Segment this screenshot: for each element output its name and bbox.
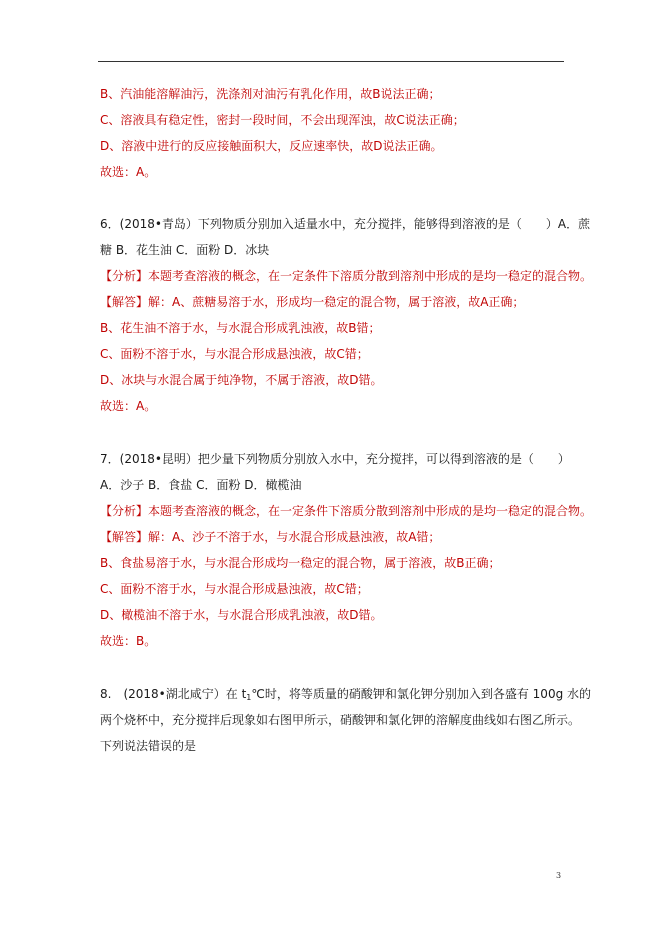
question-6-solution-d: D、冰块与水混合属于纯净物，不属于溶液，故D错。 xyxy=(100,373,383,387)
question-8-prompt: 下列说法错误的是 xyxy=(100,739,197,753)
header-rule xyxy=(98,61,564,62)
question-8-stem-line2: 两个烧杯中，充分搅拌后现象如右图甲所示，硝酸钾和氯化钾的溶解度曲线如右图乙所示。 xyxy=(100,713,581,727)
question-8-stem-suffix: ℃时，将等质量的硝酸钾和氯化钾分别加入到各盛有 100g 水的 xyxy=(251,687,592,701)
question-6-options: 糖 B．花生油 C．面粉 D．冰块 xyxy=(100,243,270,257)
question-7-stem: 7．(2018•昆明）把少量下列物质分别放入水中，充分搅拌，可以得到溶液的是（ ） xyxy=(100,452,570,466)
answer-line-b: B、汽油能溶解油污，洗涤剂对油污有乳化作用，故B说法正确； xyxy=(100,87,441,101)
choice-line: 故选：A。 xyxy=(100,165,157,179)
answer-line-c: C、溶液具有稳定性，密封一段时间，不会出现浑浊，故C说法正确； xyxy=(100,113,465,127)
question-6-solution-c: C、面粉不溶于水，与水混合形成悬浊液，故C错； xyxy=(100,347,369,361)
question-6-solution-b: B、花生油不溶于水，与水混合形成乳浊液，故B错； xyxy=(100,321,381,335)
question-7-analysis: 【分析】本题考查溶液的概念，在一定条件下溶质分散到溶剂中形成的是均一稳定的混合物。 xyxy=(100,504,593,518)
question-7-solution: 【解答】解：A、沙子不溶于水，与水混合形成悬浊液，故A错； xyxy=(100,530,441,544)
question-6-choice: 故选：A。 xyxy=(100,399,157,413)
answer-line-d: D、溶液中进行的反应接触面积大，反应速率快，故D说法正确。 xyxy=(100,139,443,153)
question-7-solution-b: B、食盐易溶于水，与水混合形成均一稳定的混合物，属于溶液，故B正确； xyxy=(100,556,501,570)
question-6-solution: 【解答】解：A、蔗糖易溶于水，形成均一稳定的混合物，属于溶液，故A正确； xyxy=(100,295,525,309)
question-7-solution-c: C、面粉不溶于水，与水混合形成悬浊液，故C错； xyxy=(100,582,369,596)
question-6-stem: 6．(2018•青岛）下列物质分别加入适量水中，充分搅拌，能够得到溶液的是（ ）A．蔗 xyxy=(100,217,591,231)
question-8-stem-prefix: 8. (2018•湖北咸宁）在 t xyxy=(100,687,247,701)
question-7-options: A．沙子 B．食盐 C．面粉 D．橄榄油 xyxy=(100,478,302,492)
question-8-subscript: 1 xyxy=(246,693,252,702)
question-7-solution-d: D、橄榄油不溶于水，与水混合形成乳浊液，故D错。 xyxy=(100,608,383,622)
question-6-analysis: 【分析】本题考查溶液的概念，在一定条件下溶质分散到溶剂中形成的是均一稳定的混合物。 xyxy=(100,269,593,283)
question-7-choice: 故选：B。 xyxy=(100,634,157,648)
question-8-stem xyxy=(100,686,591,706)
page-number: 3 xyxy=(556,871,562,880)
